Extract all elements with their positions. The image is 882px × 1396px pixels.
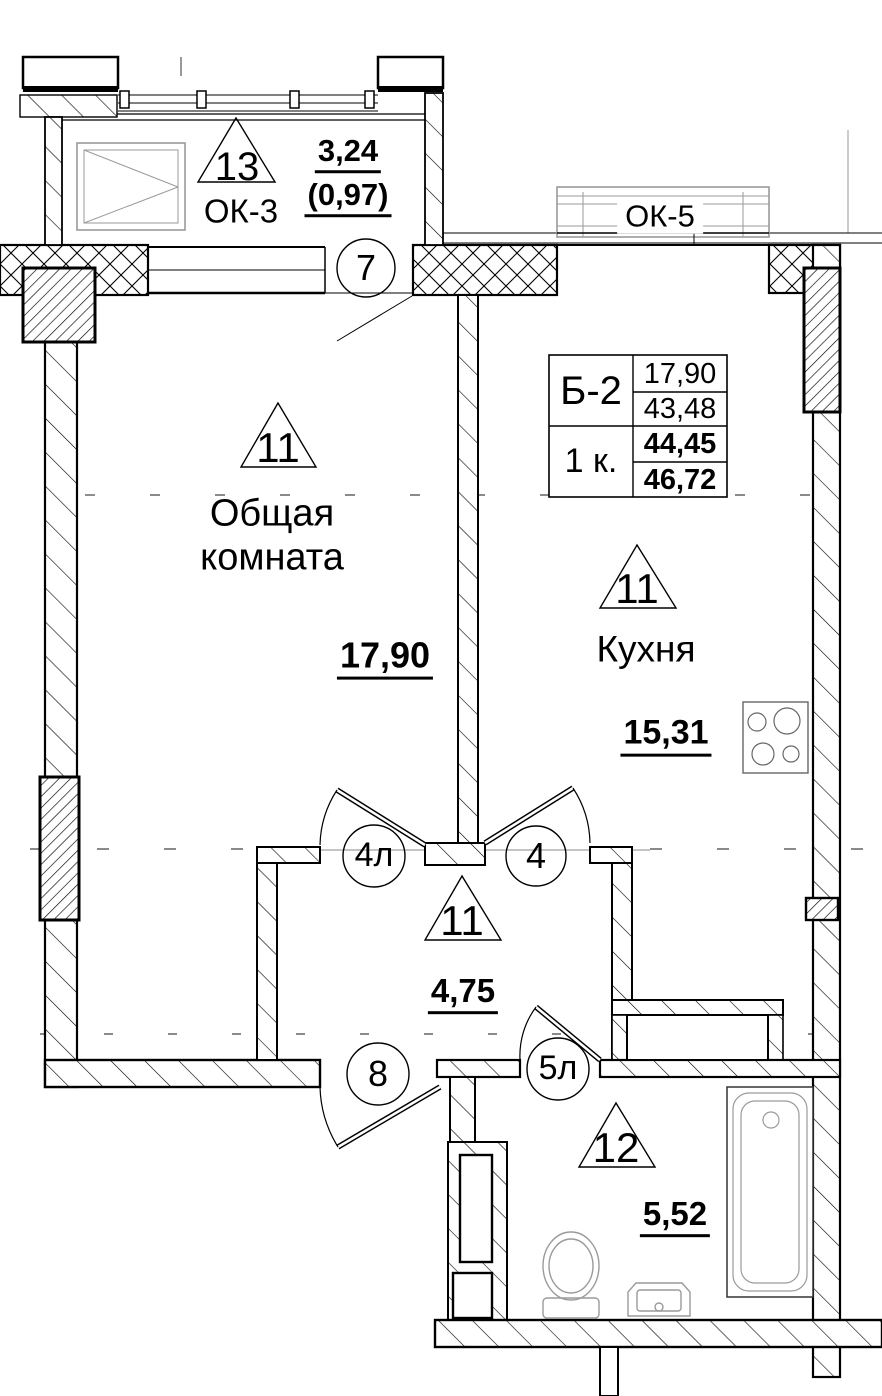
bathtub-icon	[727, 1087, 813, 1297]
balcony-marker-label: 13	[214, 145, 260, 189]
kitchen-niche	[627, 1015, 768, 1060]
balcony-window-label: ОК-3	[203, 192, 279, 230]
sink-icon	[628, 1283, 690, 1316]
kitchen-window-label: ОК-5	[617, 201, 703, 234]
bathroom-area: 5,52	[640, 1197, 710, 1237]
kitchen-name: Кухня	[596, 628, 696, 670]
kitchen-area: 15,31	[620, 716, 711, 757]
bathroom-door-mark: 5л	[538, 1049, 578, 1088]
living-door-mark: 4л	[354, 836, 394, 875]
table-value-living-area: 17,90	[643, 357, 717, 390]
vent-duct	[460, 1155, 492, 1262]
balcony-door-leader-line	[337, 296, 412, 341]
living-room-name: Общая комната	[200, 492, 344, 578]
balcony-railing	[118, 95, 378, 111]
vent-duct	[453, 1273, 492, 1318]
balcony-door-mark: 7	[355, 247, 377, 289]
toilet-icon	[543, 1232, 599, 1318]
kitchen-marker-label: 11	[615, 564, 659, 612]
living-room-area: 17,90	[337, 637, 433, 680]
stove-icon	[743, 702, 808, 773]
table-rooms-count: 1 к.	[564, 442, 618, 481]
living-marker-label: 11	[256, 423, 300, 471]
table-value-area-4: 46,72	[643, 463, 717, 496]
balcony-area-secondary: (0,97)	[305, 179, 392, 217]
table-value-area-2: 43,48	[643, 392, 717, 425]
kitchen-door-mark: 4	[525, 835, 547, 877]
table-unit-type: Б-2	[560, 369, 622, 413]
bathroom-marker-label: 12	[592, 1123, 640, 1171]
table-value-area-3: 44,45	[643, 427, 717, 460]
window-ok3-drawing	[77, 143, 185, 230]
wall-stub	[600, 1347, 618, 1396]
hall-area: 4,75	[428, 974, 498, 1014]
balcony-area: 3,24	[315, 135, 381, 173]
exterior-wall-lines	[443, 233, 882, 243]
entry-door-mark: 8	[367, 1053, 389, 1095]
hall-marker-label: 11	[440, 896, 484, 944]
